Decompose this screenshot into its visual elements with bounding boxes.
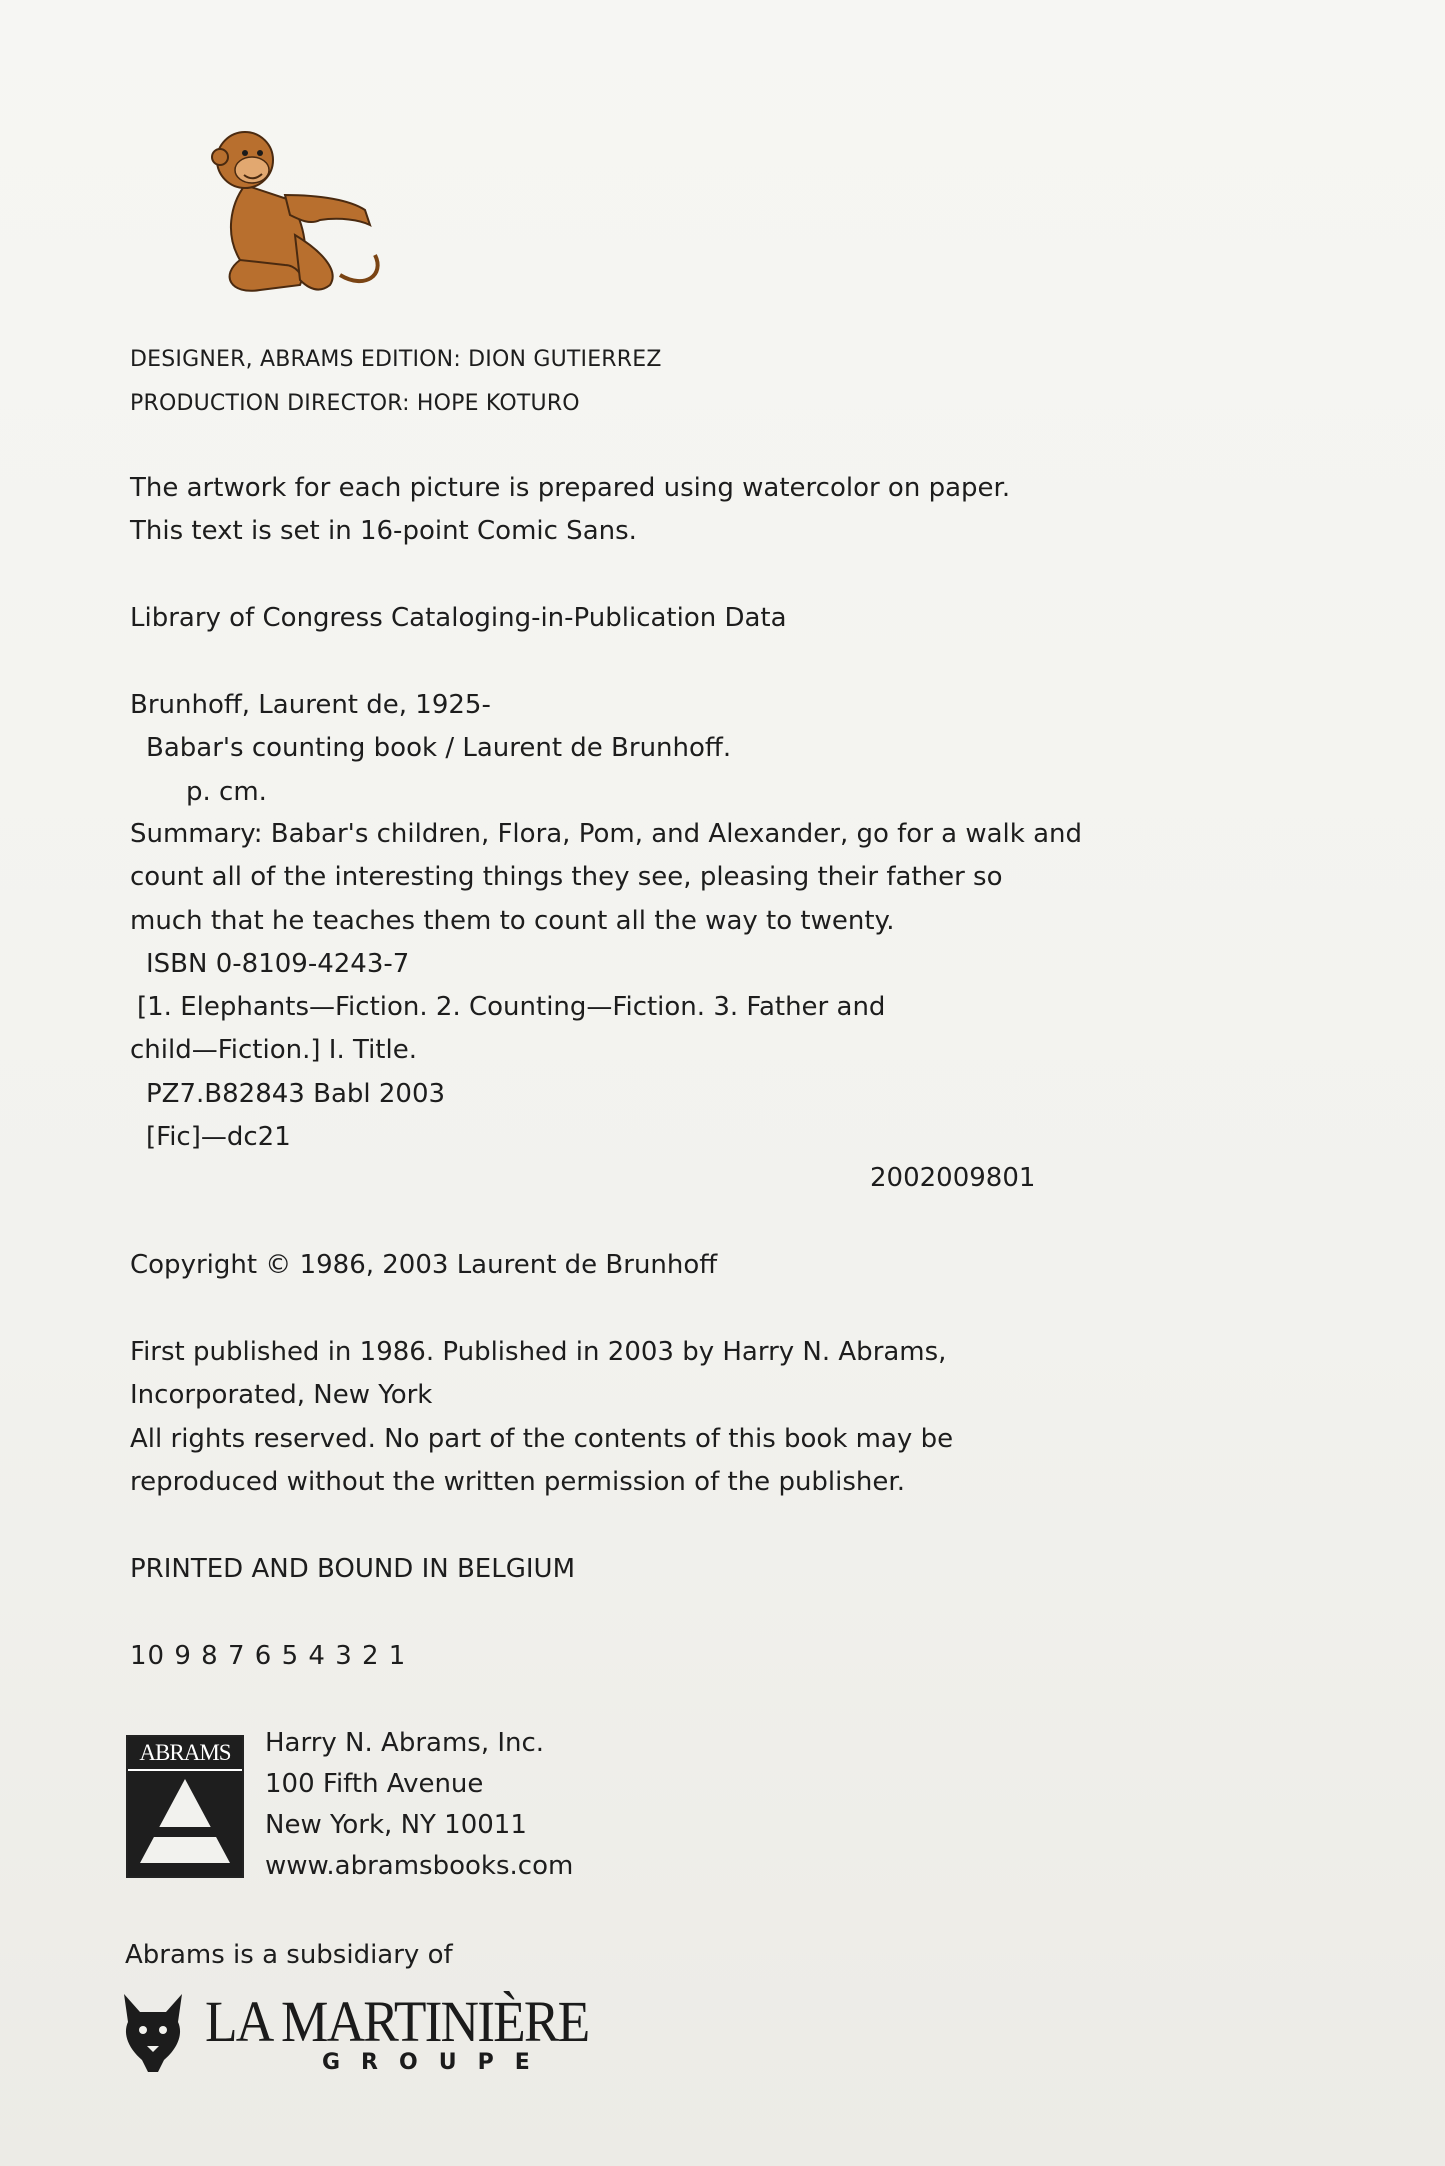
artwork-note-line: This text is set in 16-point Comic Sans.: [130, 516, 637, 546]
abrams-logo-text: ABRAMS: [128, 1737, 242, 1771]
cip-author: Brunhoff, Laurent de, 1925-: [130, 690, 491, 720]
cip-subjects-line: [1. Elephants—Fiction. 2. Counting—Fiction. 3. Father and: [137, 992, 886, 1022]
cip-heading: Library of Congress Cataloging-in-Publication Data: [130, 603, 787, 633]
la-martiniere-name: LA MARTINIÈRE: [205, 1989, 589, 2054]
wolf-logo-icon: [118, 1990, 188, 2075]
cip-lccn: 2002009801: [870, 1163, 1036, 1193]
rights-line: All rights reserved. No part of the contents of this book may be: [130, 1424, 954, 1454]
print-line: 10 9 8 7 6 5 4 3 2 1: [130, 1641, 407, 1671]
designer-credit: DESIGNER, ABRAMS EDITION: DION GUTIERREZ: [130, 347, 662, 372]
abrams-a-mark-icon: [128, 1771, 242, 1876]
publisher-city: New York, NY 10011: [265, 1810, 527, 1840]
publishing-line: First published in 1986. Published in 2003 by Harry N. Abrams,: [130, 1337, 947, 1367]
cip-call-number: PZ7.B82843 Babl 2003: [146, 1079, 446, 1109]
cip-summary-line: count all of the interesting things they see, pleasing their father so: [130, 862, 1003, 892]
cip-isbn: ISBN 0-8109-4243-7: [146, 949, 410, 979]
publisher-name: Harry N. Abrams, Inc.: [265, 1728, 545, 1758]
cip-classification: [Fic]—dc21: [146, 1122, 291, 1152]
cip-summary-line: much that he teaches them to count all the way to twenty.: [130, 906, 895, 936]
artwork-note-line: The artwork for each picture is prepared using watercolor on paper.: [130, 473, 1011, 503]
abrams-logo: [126, 1735, 244, 1878]
copyright-line: Copyright © 1986, 2003 Laurent de Brunhoff: [130, 1250, 718, 1280]
publishing-line: Incorporated, New York: [130, 1380, 433, 1410]
publisher-street: 100 Fifth Avenue: [265, 1769, 484, 1799]
production-credit: PRODUCTION DIRECTOR: HOPE KOTURO: [130, 391, 580, 416]
printed-location: PRINTED AND BOUND IN BELGIUM: [130, 1554, 575, 1584]
monkey-illustration: [190, 125, 390, 300]
cip-physical: p. cm.: [186, 777, 267, 807]
rights-line: reproduced without the written permission of the publisher.: [130, 1467, 905, 1497]
subsidiary-intro: Abrams is a subsidiary of: [125, 1940, 453, 1970]
cip-summary-line: Summary: Babar's children, Flora, Pom, and Alexander, go for a walk and: [130, 819, 1083, 849]
la-martiniere-groupe: GROUPE: [322, 2050, 551, 2075]
publisher-website[interactable]: www.abramsbooks.com: [265, 1851, 574, 1881]
cip-title: Babar's counting book / Laurent de Brunhoff.: [146, 733, 732, 763]
cip-subjects-line: child—Fiction.] I. Title.: [130, 1035, 417, 1065]
